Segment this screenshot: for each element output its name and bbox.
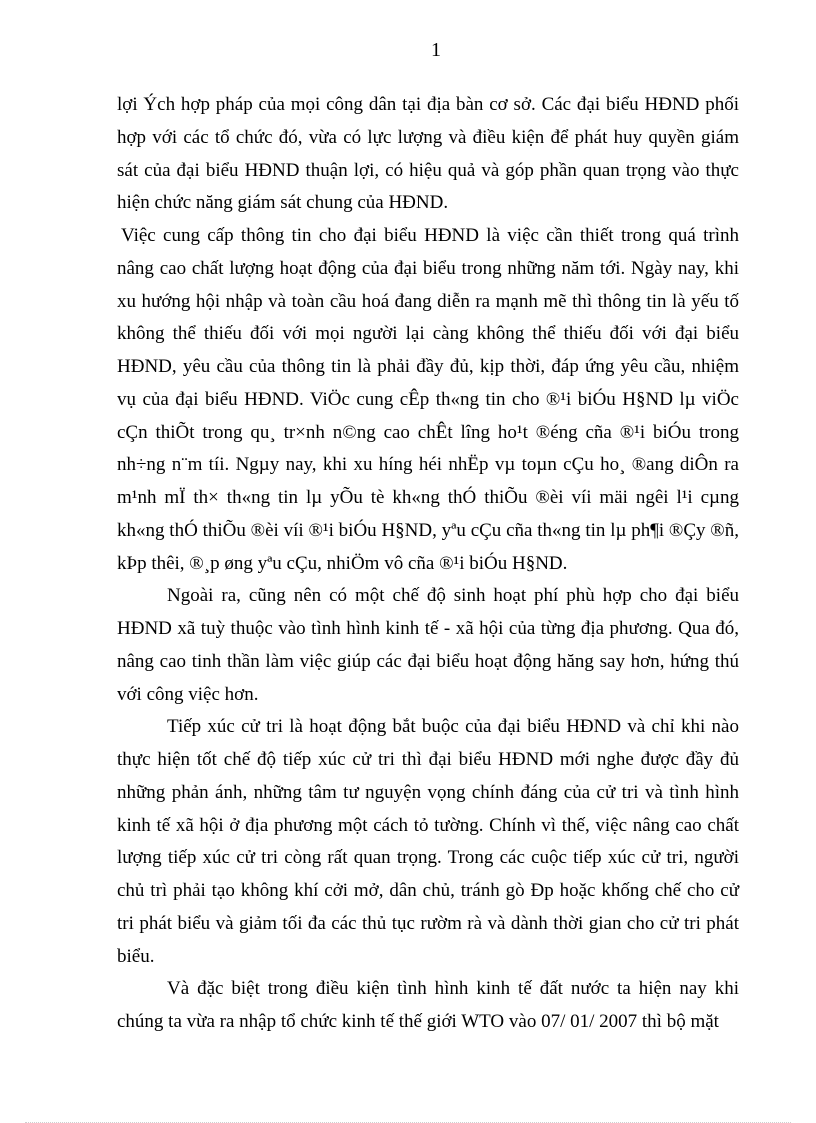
paragraph-wto: Và đặc biệt trong điều kiện tình hình kinh tế đất nước ta hiện nay khi chúng ta vừa ra nhập tổ chức kinh tế thế giới WTO vào 07/ 01/ 2007 thì bộ mặt <box>117 978 739 1032</box>
paragraph-allowance: Ngoài ra, cũng nên có một chế độ sinh hoạt phí phù hợp cho đại biểu HĐND xã tuỳ thuộc vào tình hình kinh tế - xã hội của từng địa phương. Qua đó, nâng cao tinh thần làm việc giúp các đại biểu hoạt động hăng say hơn, hứng thú với công việc hơn. <box>117 585 739 705</box>
paragraph-information: Việc cung cấp thông tin cho đại biểu HĐND là việc cần thiết trong quá trình nâng cao chất lượng hoạt động của đại biểu trong những năm tới. Ngày nay, khi xu hướng hội nhập và toàn cầu hoá đang diễn ra mạnh mẽ thì thông tin là yếu tố không thể thiếu đối với mọi người lại càng không thể thiếu đối với đại biểu HĐND, yêu cầu của thông tin là phải đầy đủ, kịp thời, đáp ứng yêu cầu, nhiệm vụ của đại biểu HĐND. ViÖc cung cÊp th«ng tin cho ®¹i biÓu H§ND lµ viÖc cÇn thiÕt trong qu¸ tr×nh n©ng cao chÊt lîng ho¹t ®éng cña ®¹i biÓu trong nh÷ng n¨m tíi. Ngµy nay, khi xu híng héi nhËp vµ toµn cÇu ho¸ ®ang diÔn ra m¹nh mÏ th× th«ng tin lµ yÕu tè kh«ng thÓ thiÕu ®èi víi mäi ngêi l¹i cµng kh«ng thÓ thiÕu ®èi víi ®¹i biÓu H§ND, yªu cÇu cña th«ng tin lµ ph¶i ®Çy ®ñ, kÞp thêi, ®¸p øng yªu cÇu, nhiÖm vô cña ®¹i biÓu H§ND. <box>117 225 739 574</box>
document-body <box>117 89 739 1039</box>
paragraph-voter-contact: Tiếp xúc cử tri là hoạt động bắt buộc của đại biểu HĐND và chỉ khi nào thực hiện tốt chế độ tiếp xúc cử tri thì đại biểu HĐND mới nghe được đầy đủ những phản ánh, những tâm tư nguyện vọng chính đáng của cử tri và tình hình kinh tế xã hội ở địa phương một cách tỏ tường. Chính vì thế, việc nâng cao chất lượng tiếp xúc cử tri còng rất quan trọng. Trong các cuộc tiếp xúc cử tri, người chủ trì phải tạo không khí cởi mở, dân chủ, tránh gò Ðp hoặc khống chế cho cử tri phát biểu và giảm tối đa các thủ tục rườm rà và dành thời gian cho cử tri phát biểu. <box>117 716 739 967</box>
paragraph-supervision: lợi Ých hợp pháp của mọi công dân tại địa bàn cơ sở. Các đại biểu HĐND phối hợp với các tổ chức đó, vừa có lực lượng và điều kiện để phát huy quyền giám sát của đại biểu HĐND thuận lợi, có hiệu quả và góp phần quan trọng vào thực hiện chức năng giám sát chung của HĐND. <box>117 94 739 214</box>
page-number: 1 <box>431 39 441 61</box>
